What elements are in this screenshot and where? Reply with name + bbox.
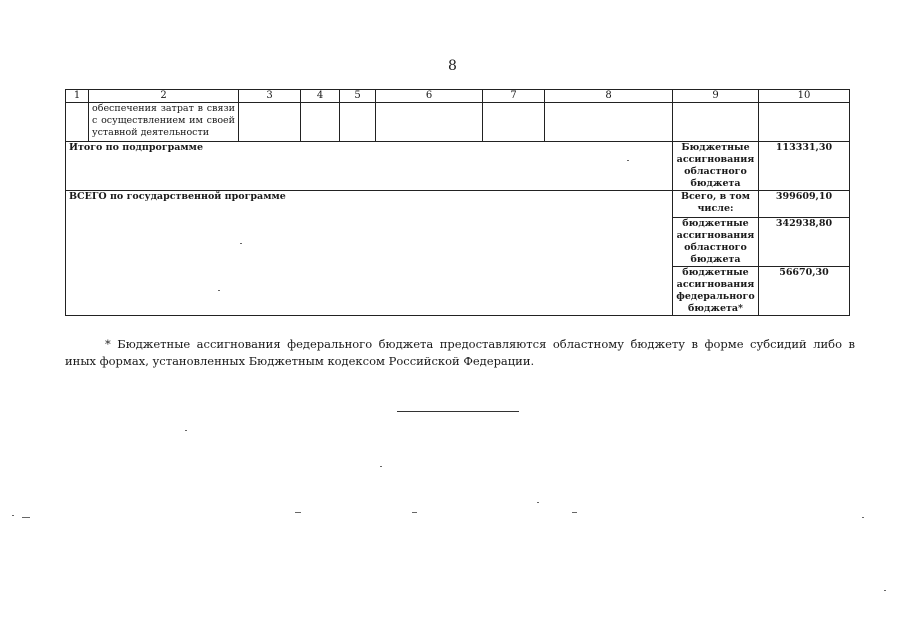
scan-speck [884,590,886,591]
column-number: 7 [483,90,545,103]
table-cell [66,103,89,142]
activity-description: обеспечения затрат в связи с осуществлением им своей уставной деятельности [89,103,239,142]
scan-speck [380,466,382,467]
funding-amount: 56670,30 [759,267,850,316]
funding-amount: 342938,80 [759,218,850,267]
table-cell [759,103,850,142]
column-number: 5 [340,90,376,103]
scan-speck [862,517,864,518]
column-number: 10 [759,90,850,103]
scan-speck [412,512,417,513]
table-cell [376,103,483,142]
scan-speck [185,430,187,431]
program-funding-table [65,89,850,316]
funding-source: Бюджетные ассигнования областного бюджета [673,142,759,191]
scan-speck [572,512,577,513]
column-number: 1 [66,90,89,103]
column-number: 2 [89,90,239,103]
scan-speck [240,243,242,244]
funding-source: Всего, в том числе: [673,191,759,218]
column-number: 3 [239,90,301,103]
column-number: 6 [376,90,483,103]
separator-line [397,411,519,412]
table-cell [340,103,376,142]
funding-source: бюджетные ассигнования федерального бюджета* [673,267,759,316]
scan-speck [218,290,220,291]
funding-amount: 113331,30 [759,142,850,191]
total-label: ВСЕГО по государственной программе [66,191,673,316]
table-cell [673,103,759,142]
scan-speck [295,512,301,513]
funding-source: бюджетные ассигнования областного бюджета [673,218,759,267]
column-number: 4 [301,90,340,103]
scan-speck [12,515,14,516]
column-number-row [66,90,850,103]
subtotal-label: Итого по подпрограмме [66,142,673,191]
column-number: 9 [673,90,759,103]
table-cell [483,103,545,142]
table-cell [301,103,340,142]
footnote: * Бюджетные ассигнования федерального бюджета предоставляются областному бюджету в форме субсидий либо в иных формах, установленных Бюджетным кодексом Российской Федерации. [65,337,855,368]
funding-amount: 399609,10 [759,191,850,218]
scan-speck [627,160,629,161]
total-row [66,191,850,218]
page-number: 8 [448,58,458,74]
subtotal-row [66,142,850,191]
table-cell [545,103,673,142]
scan-speck [22,517,30,518]
column-number: 8 [545,90,673,103]
table-row [66,103,850,142]
table-cell [239,103,301,142]
scan-speck [537,502,539,503]
